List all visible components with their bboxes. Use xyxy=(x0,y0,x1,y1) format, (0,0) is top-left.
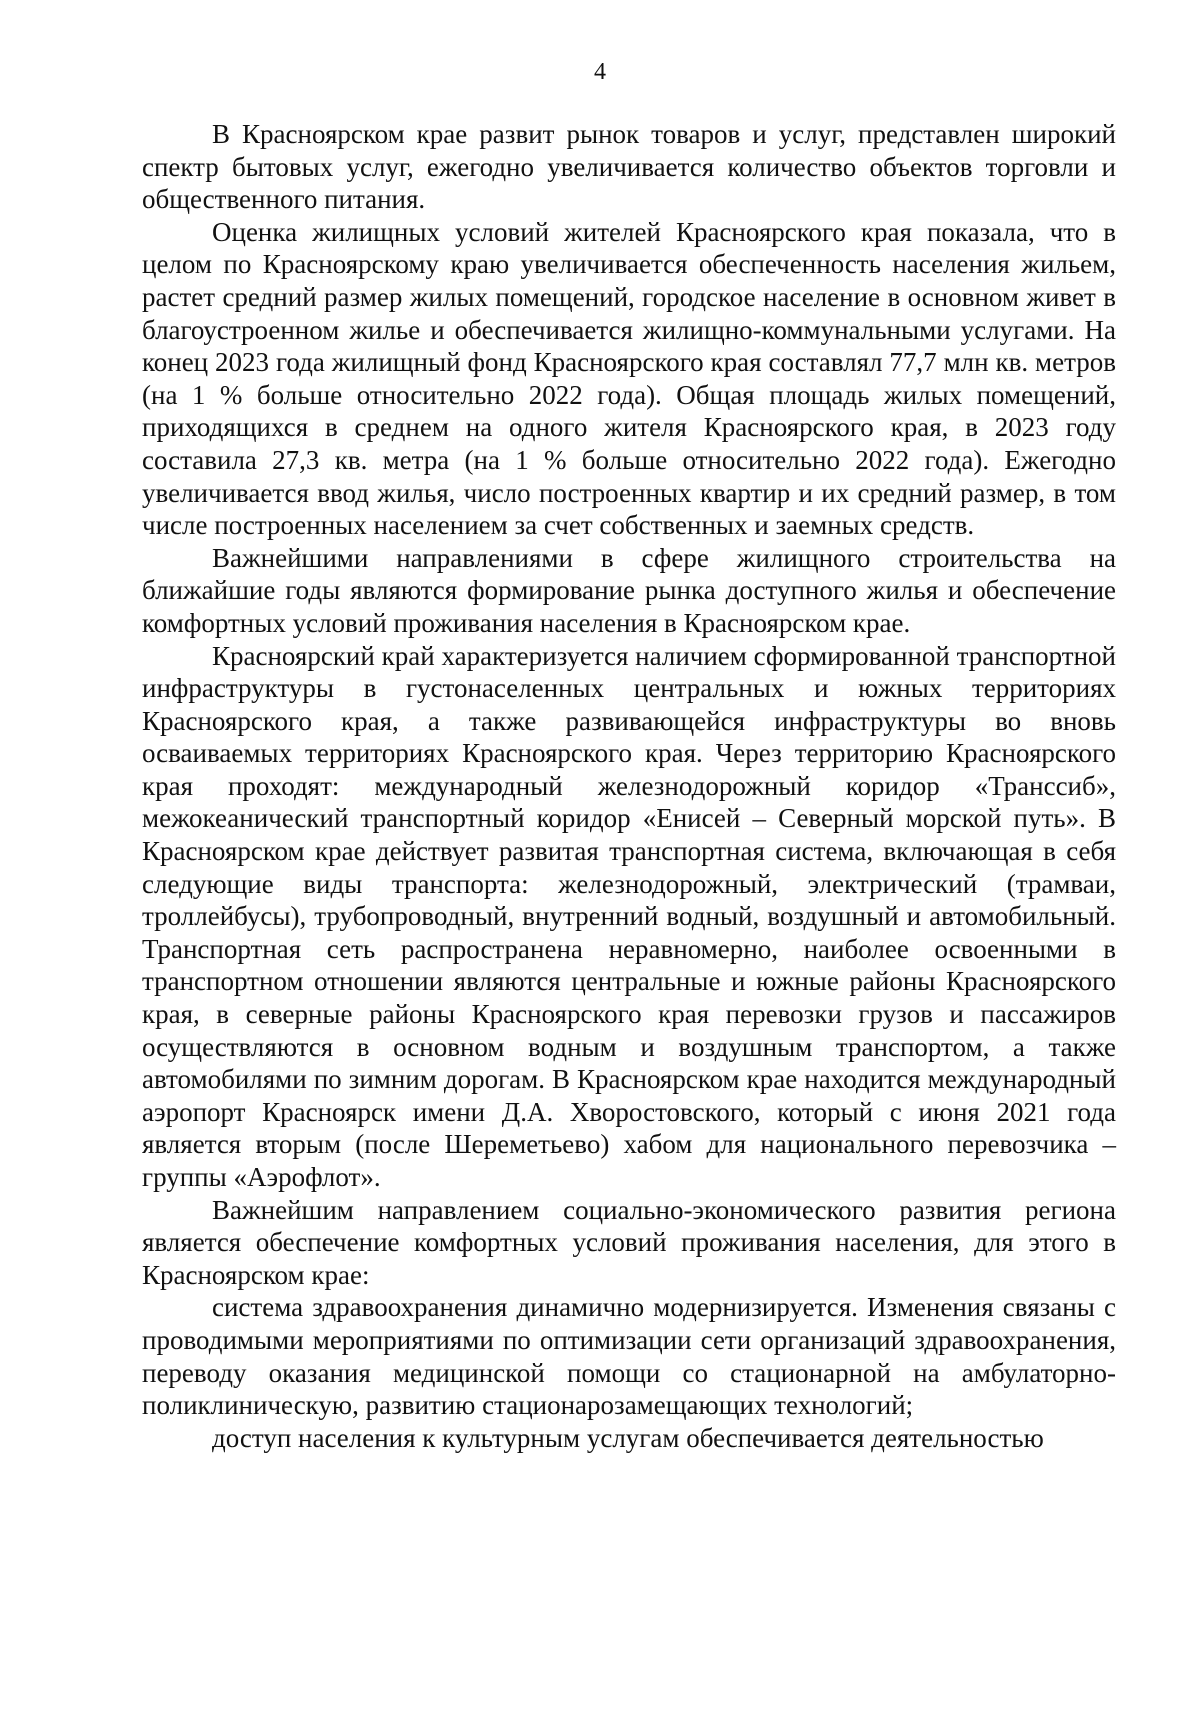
document-body xyxy=(142,118,1116,1454)
paragraph-healthcare: система здравоохранения динамично модернизируется. Изменения связаны с проводимыми мероприятиями по оптимизации сети организаций здравоохранения, переводу оказания медицинской помощи со стационарной на амбулаторно-поликлиническую, развитию стационарозамещающих технологий; xyxy=(142,1292,1116,1421)
paragraph-consumer-market: В Красноярском крае развит рынок товаров и услуг, представлен широкий спектр бытовых услуг, ежегодно увеличивается количество объектов торговли и общественного питания. xyxy=(142,119,1116,215)
page-number: 4 xyxy=(594,59,606,85)
paragraph-housing-conditions: Оценка жилищных условий жителей Красноярского края показала, что в целом по Красноярскому краю увеличивается обеспеченность населения жильем, растет средний размер жилых помещений, городское население в основном живет в благоустроенном жилье и обеспечивается жилищно-коммунальными услугами. На конец 2023 года жилищный фонд Красноярского края составлял 77,7 млн кв. метров (на 1 % больше относительно 2022 года). Общая площадь жилых помещений, приходящихся в среднем на одного жителя Красноярского края, в 2023 году составила 27,3 кв. метра (на 1 % больше относительно 2022 года). Ежегодно увеличивается ввод жилья, число построенных квартир и их средний размер, в том числе построенных населением за счет собственных и заемных средств. xyxy=(142,216,1116,541)
paragraph-social-development: Важнейшим направлением социально-экономического развития региона является обеспечение комфортных условий проживания населения, для этого в Красноярском крае: xyxy=(142,1194,1116,1290)
paragraph-transport-infrastructure: Красноярский край характеризуется наличием сформированной транспортной инфраструктуры в густонаселенных центральных и южных территориях Красноярского края, а также развивающейся инфраструктуры во вновь осваиваемых территориях Красноярского края. Через территорию Красноярского края проходят: международный железнодорожный коридор «Транссиб», межокеанический транспортный коридор «Енисей – Северный морской путь». В Красноярском крае действует развитая транспортная система, включающая в себя следующие виды транспорта: железнодорожный, электрический (трамваи, троллейбусы), трубопроводный, внутренний водный, воздушный и автомобильный. Транспортная сеть распространена неравномерно, наиболее освоенными в транспортном отношении являются центральные и южные районы Красноярского края, в северные районы Красноярского края перевозки грузов и пассажиров осуществляются в основном водным и воздушным транспортом, а также автомобилями по зимним дорогам. В Красноярском крае находится международный аэропорт Красноярск имени Д.А. Хворостовского, который с июня 2021 года является вторым (после Шереметьево) хабом для национального перевозчика – группы «Аэрофлот». xyxy=(142,640,1116,1192)
paragraph-culture: доступ населения к культурным услугам обеспечивается деятельностью xyxy=(212,1422,1044,1453)
paragraph-housing-construction: Важнейшими направлениями в сфере жилищного строительства на ближайшие годы являются формирование рынка доступного жилья и обеспечение комфортных условий проживания населения в Красноярском крае. xyxy=(142,542,1116,638)
